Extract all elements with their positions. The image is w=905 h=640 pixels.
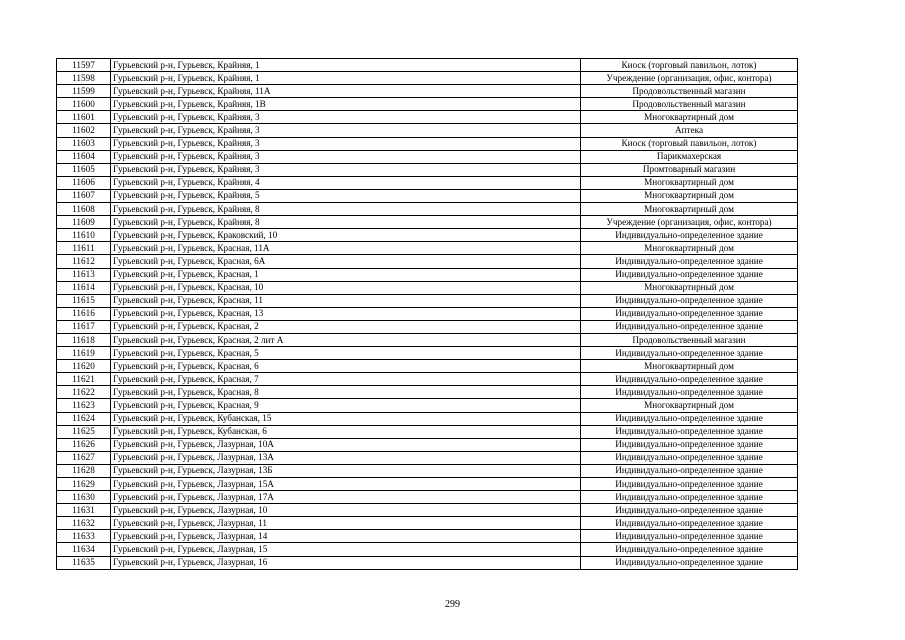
row-number-cell: 11613 [57,268,111,281]
property-registry-table [56,58,798,570]
table-row [57,294,798,307]
table-row [57,530,798,543]
table-row [57,124,798,137]
table-row [57,189,798,202]
table-row [57,137,798,150]
table-row [57,517,798,530]
object-type-cell: Киоск (торговый павильон, лоток) [581,137,798,150]
row-number-cell: 11625 [57,425,111,438]
address-cell: Гурьевский р-н, Гурьевск, Кубанская, 15 [111,412,581,425]
table-row [57,307,798,320]
object-type-cell: Продовольственный магазин [581,98,798,111]
address-cell: Гурьевский р-н, Гурьевск, Крайняя, 3 [111,111,581,124]
address-cell: Гурьевский р-н, Гурьевск, Лазурная, 15 [111,543,581,556]
table-row [57,556,798,569]
object-type-cell: Аптека [581,124,798,137]
table-row [57,360,798,373]
row-number-cell: 11622 [57,386,111,399]
row-number-cell: 11618 [57,333,111,346]
object-type-cell: Киоск (торговый павильон, лоток) [581,59,798,72]
table-row [57,255,798,268]
object-type-cell: Многоквартирный дом [581,360,798,373]
object-type-cell: Индивидуально-определенное здание [581,320,798,333]
object-type-cell: Индивидуально-определенное здание [581,412,798,425]
row-number-cell: 11619 [57,347,111,360]
object-type-cell: Индивидуально-определенное здание [581,504,798,517]
object-type-cell: Индивидуально-определенное здание [581,517,798,530]
registry-table-body [57,59,798,570]
row-number-cell: 11628 [57,464,111,477]
address-cell: Гурьевский р-н, Гурьевск, Крайняя, 1В [111,98,581,111]
table-row [57,425,798,438]
object-type-cell: Индивидуально-определенное здание [581,229,798,242]
object-type-cell: Индивидуально-определенное здание [581,386,798,399]
address-cell: Гурьевский р-н, Гурьевск, Лазурная, 16 [111,556,581,569]
row-number-cell: 11631 [57,504,111,517]
row-number-cell: 11623 [57,399,111,412]
row-number-cell: 11624 [57,412,111,425]
page-number: 299 [445,599,460,610]
address-cell: Гурьевский р-н, Гурьевск, Крайняя, 8 [111,203,581,216]
table-row [57,163,798,176]
table-row [57,268,798,281]
table-row [57,176,798,189]
object-type-cell: Индивидуально-определенное здание [581,530,798,543]
row-number-cell: 11635 [57,556,111,569]
row-number-cell: 11626 [57,438,111,451]
table-row [57,399,798,412]
row-number-cell: 11598 [57,72,111,85]
table-row [57,59,798,72]
row-number-cell: 11612 [57,255,111,268]
row-number-cell: 11620 [57,360,111,373]
table-row [57,491,798,504]
object-type-cell: Индивидуально-определенное здание [581,347,798,360]
address-cell: Гурьевский р-н, Гурьевск, Красная, 1 [111,268,581,281]
address-cell: Гурьевский р-н, Гурьевск, Лазурная, 10А [111,438,581,451]
object-type-cell: Индивидуально-определенное здание [581,307,798,320]
row-number-cell: 11605 [57,163,111,176]
object-type-cell: Многоквартирный дом [581,242,798,255]
object-type-cell: Индивидуально-определенное здание [581,268,798,281]
object-type-cell: Индивидуально-определенное здание [581,478,798,491]
table-row [57,216,798,229]
object-type-cell: Индивидуально-определенное здание [581,556,798,569]
object-type-cell: Промтоварный магазин [581,163,798,176]
table-row [57,504,798,517]
table-row [57,373,798,386]
row-number-cell: 11602 [57,124,111,137]
address-cell: Гурьевский р-н, Гурьевск, Красная, 7 [111,373,581,386]
address-cell: Гурьевский р-н, Гурьевск, Крайняя, 3 [111,124,581,137]
address-cell: Гурьевский р-н, Гурьевск, Краковский, 10 [111,229,581,242]
object-type-cell: Многоквартирный дом [581,189,798,202]
address-cell: Гурьевский р-н, Гурьевск, Крайняя, 1 [111,59,581,72]
address-cell: Гурьевский р-н, Гурьевск, Крайняя, 3 [111,150,581,163]
table-row [57,150,798,163]
row-number-cell: 11600 [57,98,111,111]
object-type-cell: Индивидуально-определенное здание [581,464,798,477]
table-row [57,333,798,346]
address-cell: Гурьевский р-н, Гурьевск, Красная, 2 лит А [111,333,581,346]
address-cell: Гурьевский р-н, Гурьевск, Красная, 10 [111,281,581,294]
row-number-cell: 11606 [57,176,111,189]
row-number-cell: 11609 [57,216,111,229]
row-number-cell: 11616 [57,307,111,320]
object-type-cell: Продовольственный магазин [581,85,798,98]
table-row [57,347,798,360]
address-cell: Гурьевский р-н, Гурьевск, Лазурная, 11 [111,517,581,530]
row-number-cell: 11599 [57,85,111,98]
table-row [57,412,798,425]
object-type-cell: Многоквартирный дом [581,203,798,216]
table-row [57,451,798,464]
table-row [57,72,798,85]
address-cell: Гурьевский р-н, Гурьевск, Крайняя, 1 [111,72,581,85]
object-type-cell: Многоквартирный дом [581,176,798,189]
address-cell: Гурьевский р-н, Гурьевск, Крайняя, 3 [111,137,581,150]
object-type-cell: Продовольственный магазин [581,333,798,346]
address-cell: Гурьевский р-н, Гурьевск, Крайняя, 4 [111,176,581,189]
address-cell: Гурьевский р-н, Гурьевск, Кубанская, 6 [111,425,581,438]
object-type-cell: Индивидуально-определенное здание [581,491,798,504]
address-cell: Гурьевский р-н, Гурьевск, Красная, 2 [111,320,581,333]
object-type-cell: Учреждение (организация, офис, контора) [581,72,798,85]
address-cell: Гурьевский р-н, Гурьевск, Крайняя, 11А [111,85,581,98]
address-cell: Гурьевский р-н, Гурьевск, Лазурная, 10 [111,504,581,517]
object-type-cell: Парикмахерская [581,150,798,163]
table-row [57,98,798,111]
table-row [57,111,798,124]
row-number-cell: 11615 [57,294,111,307]
row-number-cell: 11607 [57,189,111,202]
row-number-cell: 11601 [57,111,111,124]
row-number-cell: 11597 [57,59,111,72]
table-row [57,543,798,556]
object-type-cell: Индивидуально-определенное здание [581,294,798,307]
object-type-cell: Индивидуально-определенное здание [581,373,798,386]
table-row [57,229,798,242]
address-cell: Гурьевский р-н, Гурьевск, Лазурная, 14 [111,530,581,543]
table-row [57,478,798,491]
row-number-cell: 11614 [57,281,111,294]
address-cell: Гурьевский р-н, Гурьевск, Красная, 11 [111,294,581,307]
address-cell: Гурьевский р-н, Гурьевск, Лазурная, 13А [111,451,581,464]
row-number-cell: 11611 [57,242,111,255]
object-type-cell: Индивидуально-определенное здание [581,451,798,464]
row-number-cell: 11610 [57,229,111,242]
row-number-cell: 11634 [57,543,111,556]
address-cell: Гурьевский р-н, Гурьевск, Красная, 11А [111,242,581,255]
object-type-cell: Индивидуально-определенное здание [581,438,798,451]
table-row [57,85,798,98]
object-type-cell: Индивидуально-определенное здание [581,255,798,268]
address-cell: Гурьевский р-н, Гурьевск, Красная, 6 [111,360,581,373]
table-row [57,386,798,399]
address-cell: Гурьевский р-н, Гурьевск, Красная, 8 [111,386,581,399]
row-number-cell: 11632 [57,517,111,530]
row-number-cell: 11617 [57,320,111,333]
object-type-cell: Многоквартирный дом [581,111,798,124]
table-row [57,320,798,333]
address-cell: Гурьевский р-н, Гурьевск, Лазурная, 15А [111,478,581,491]
object-type-cell: Индивидуально-определенное здание [581,425,798,438]
table-row [57,281,798,294]
address-cell: Гурьевский р-н, Гурьевск, Красная, 13 [111,307,581,320]
table-row [57,464,798,477]
row-number-cell: 11608 [57,203,111,216]
address-cell: Гурьевский р-н, Гурьевск, Лазурная, 13Б [111,464,581,477]
row-number-cell: 11630 [57,491,111,504]
row-number-cell: 11627 [57,451,111,464]
row-number-cell: 11629 [57,478,111,491]
address-cell: Гурьевский р-н, Гурьевск, Красная, 6А [111,255,581,268]
table-row [57,203,798,216]
object-type-cell: Многоквартирный дом [581,399,798,412]
address-cell: Гурьевский р-н, Гурьевск, Крайняя, 8 [111,216,581,229]
row-number-cell: 11621 [57,373,111,386]
address-cell: Гурьевский р-н, Гурьевск, Лазурная, 17А [111,491,581,504]
table-row [57,438,798,451]
address-cell: Гурьевский р-н, Гурьевск, Крайняя, 5 [111,189,581,202]
row-number-cell: 11633 [57,530,111,543]
object-type-cell: Индивидуально-определенное здание [581,543,798,556]
address-cell: Гурьевский р-н, Гурьевск, Красная, 9 [111,399,581,412]
object-type-cell: Многоквартирный дом [581,281,798,294]
table-row [57,242,798,255]
object-type-cell: Учреждение (организация, офис, контора) [581,216,798,229]
row-number-cell: 11603 [57,137,111,150]
address-cell: Гурьевский р-н, Гурьевск, Крайняя, 3 [111,163,581,176]
row-number-cell: 11604 [57,150,111,163]
address-cell: Гурьевский р-н, Гурьевск, Красная, 5 [111,347,581,360]
